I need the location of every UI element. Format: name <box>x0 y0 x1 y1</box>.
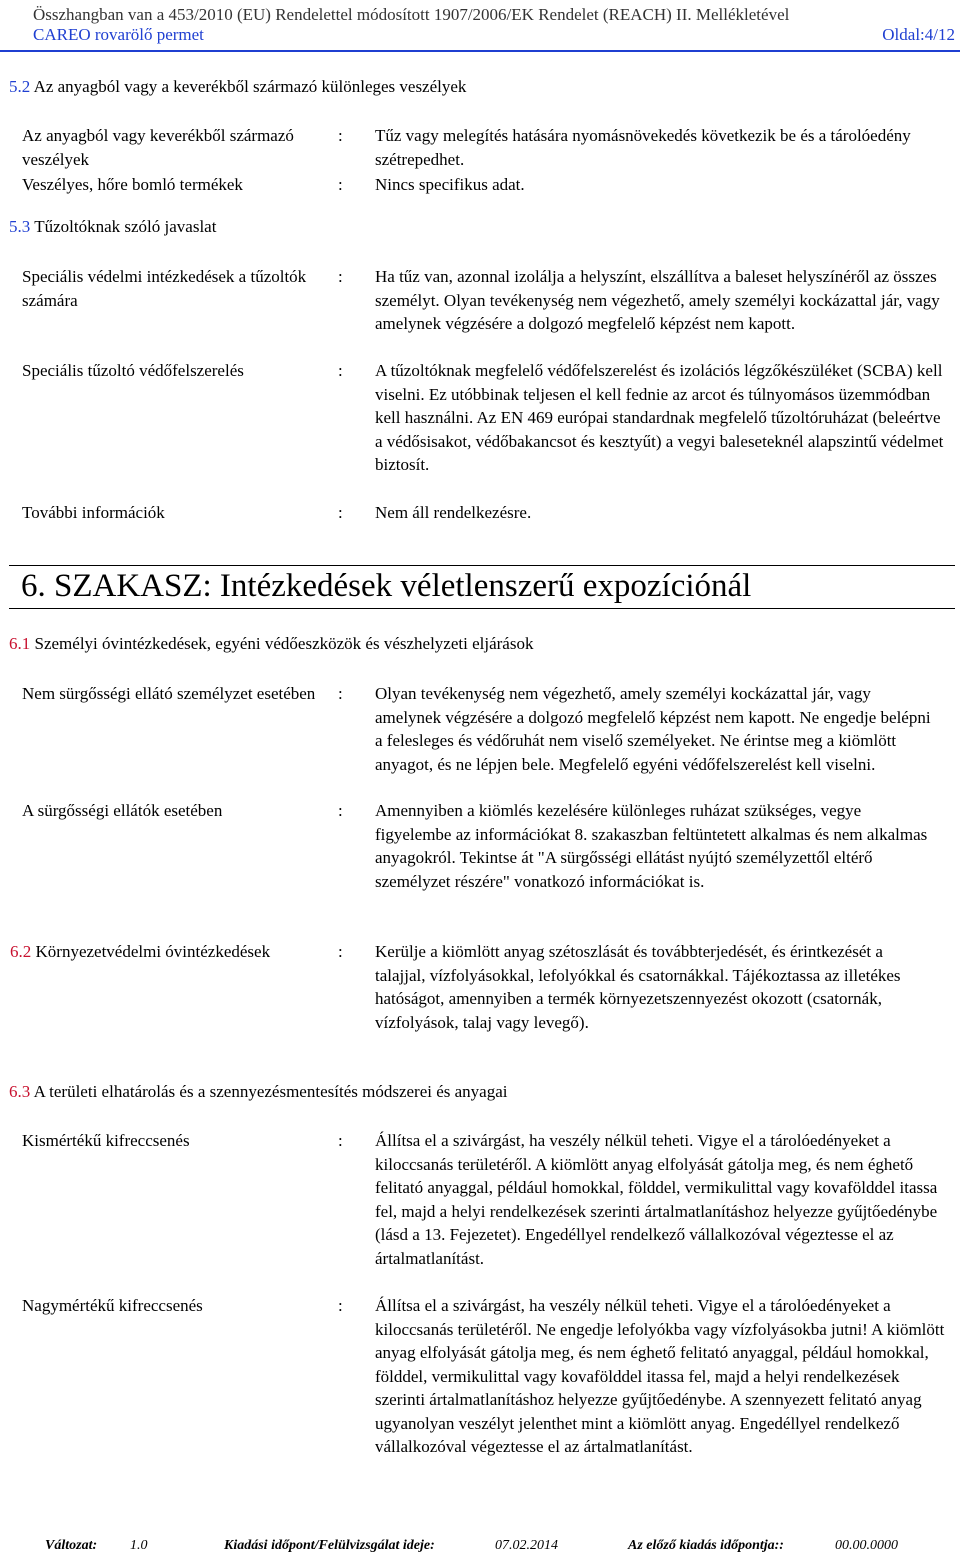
row-value: A tűzoltóknak megfelelő védőfelszerelést és izolációs légzőkészüléket (SCBA) kell viselni. Ez utóbbinak teljesen el kell fednie az arcot és túlnyomásos üzemmódban kell használni. Az EN 469 európai standardnak megfelelő tűzoltóruházat (beleértve a védősisakot, védőbakancsot és kesztyűt) a vegyi baleseteknél alapszintű védelmet biztosít. <box>375 361 944 474</box>
row-value: Olyan tevékenység nem végezhető, amely személyi kockázattal jár, vagy amelynek végzésére a dolgozó megfelelő képzést nem kapott. Ne engedje belépni a felesleges és védőruhát nem viselő személyeket. Ne érintse meg a kiömlött anyagot, és ne lépjen bele. Megfelelő egyéni védőfelszerelést kell viselni. <box>375 684 931 774</box>
row-value: Nincs specifikus adat. <box>375 175 525 194</box>
row-colon: : <box>338 126 343 145</box>
row-value: Amennyiben a kiömlés kezelésére különleges ruházat szükséges, vegye figyelembe az információkat 8. szakaszban feltüntetett alkalmas és nem alkalmas anyagokról. Tekintse át "A sürgősségi ellátást nyújtó személyzettől eltérő személyzet részére" vonatkozó információkat is. <box>375 801 928 891</box>
row-colon: : <box>338 1296 343 1315</box>
version-value: 1.0 <box>130 1538 148 1553</box>
row-colon: : <box>338 942 343 961</box>
row-colon: : <box>338 801 343 820</box>
row-label: Nem sürgősségi ellátó személyzet esetében <box>22 684 316 703</box>
product-header <box>33 25 955 45</box>
section-6-title-bar <box>9 565 955 609</box>
row-value: Tűz vagy melegítés hatására nyomásnövekedés következik be és a tárolóedény szétrepedhet. <box>375 126 911 169</box>
row-label: További információk <box>22 503 165 522</box>
row-label: Az anyagból vagy keverékből származó veszélyek <box>22 126 294 169</box>
section-6-title: 6. SZAKASZ: Intézkedések véletlenszerű expozíciónál <box>21 568 752 604</box>
subsection-6-3-heading: 6.3 A területi elhatárolás és a szennyezésmentesítés módszerei és anyagai <box>9 1082 508 1101</box>
row-colon: : <box>338 684 343 703</box>
row-label: Speciális tűzoltó védőfelszerelés <box>22 361 244 380</box>
row-label: 6.2 Környezetvédelmi óvintézkedések <box>10 942 271 961</box>
row-value: Állítsa el a szivárgást, ha veszély nélkül teheti. Vigye el a tárolóedényeket a kiloccsanás területéről. Ne engedje lefolyókba vagy vízfolyásokba jutni! A kiömlött anyag elfolyását gátolja meg, és nem éghető felitató anyaggal, például homokkal, földdel, vermikulittal vagy kovafölddel itassa fel, majd a helyi rendelkezések szerinti ártalmatlanításhoz helyezze gyűjtőedénybe. A szennyezett felitató anyag ugyanolyan veszélyt jelenthet mint a kiömlött anyag. Engedéllyel rendelkező vállalkozóval végeztesse el az ártalmatlanítást. <box>375 1296 945 1456</box>
version-label: Változat: <box>45 1538 98 1553</box>
row-value: Állítsa el a szivárgást, ha veszély nélkül teheti. Vigye el a tárolóedényeket a kiloccsanás területéről. A kiömlött anyag elfolyását gátolja meg, és nem éghető felitató anyaggal, például homokkal, földdel, vermikulittal vagy kovafölddel itassa fel, majd a helyi rendelkezések szerinti ártalmatlanításhoz helyezze gyűjtőedénybe (lásd a 13. Fejezetet). Engedéllyel rendelkező vállalkozóval végeztesse el az ártalmatlanítást. <box>375 1131 938 1268</box>
subsection-5-2-heading: 5.2 Az anyagból vagy a keverékből származó különleges veszélyek <box>9 77 467 96</box>
subsection-5-3-heading: 5.3 Tűzoltóknak szóló javaslat <box>9 217 217 236</box>
previous-issue-value: 00.00.0000 <box>835 1538 898 1553</box>
row-colon: : <box>338 1131 343 1150</box>
row-value: Ha tűz van, azonnal izolálja a helyszínt, elszállítva a baleset helyszínéről az összes személyt. Olyan tevékenység nem végezhető, amely személyi kockázattal jár, vagy amelynek végzésére a dolgozó megfelelő képzést nem kapott. <box>375 267 940 333</box>
row-label: A sürgősségi ellátók esetében <box>22 801 223 820</box>
row-value: Kerülje a kiömlött anyag szétoszlását és továbbterjedését, és érintkezését a talajjal, vízfolyásokkal, lefolyókkal és csatornákkal. Tájékoztassa az illetékes hatóságot, amennyiben a termék környezetszennyezést okozott (csatornák, vízfolyások, talaj vagy levegő). <box>375 942 901 1032</box>
row-label: Kismértékű kifreccsenés <box>22 1131 190 1150</box>
row-colon: : <box>338 361 343 380</box>
row-colon: : <box>338 503 343 522</box>
issue-date-value: 07.02.2014 <box>495 1538 558 1553</box>
page-number: Oldal:4/12 <box>882 25 955 44</box>
row-label: Speciális védelmi intézkedések a tűzoltók számára <box>22 267 307 310</box>
issue-date-label: Kiadási időpont/Felülvizsgálat ideje: <box>224 1538 435 1553</box>
row-label: Veszélyes, hőre bomló termékek <box>22 175 243 194</box>
row-colon: : <box>338 175 343 194</box>
row-colon: : <box>338 267 343 286</box>
product-name: CAREO rovarölő permet <box>33 25 204 44</box>
row-label: Nagymértékű kifreccsenés <box>22 1296 203 1315</box>
row-value: Nem áll rendelkezésre. <box>375 503 532 522</box>
previous-issue-label: Az előző kiadás időpontja:: <box>628 1538 784 1553</box>
header-divider <box>0 50 960 52</box>
regulation-header: Összhangban van a 453/2010 (EU) Rendelettel módosított 1907/2006/EK Rendelet (REACH) II. Mellékletével <box>33 5 790 24</box>
subsection-6-1-heading: 6.1 Személyi óvintézkedések, egyéni védőeszközök és vészhelyzeti eljárások <box>9 634 534 653</box>
